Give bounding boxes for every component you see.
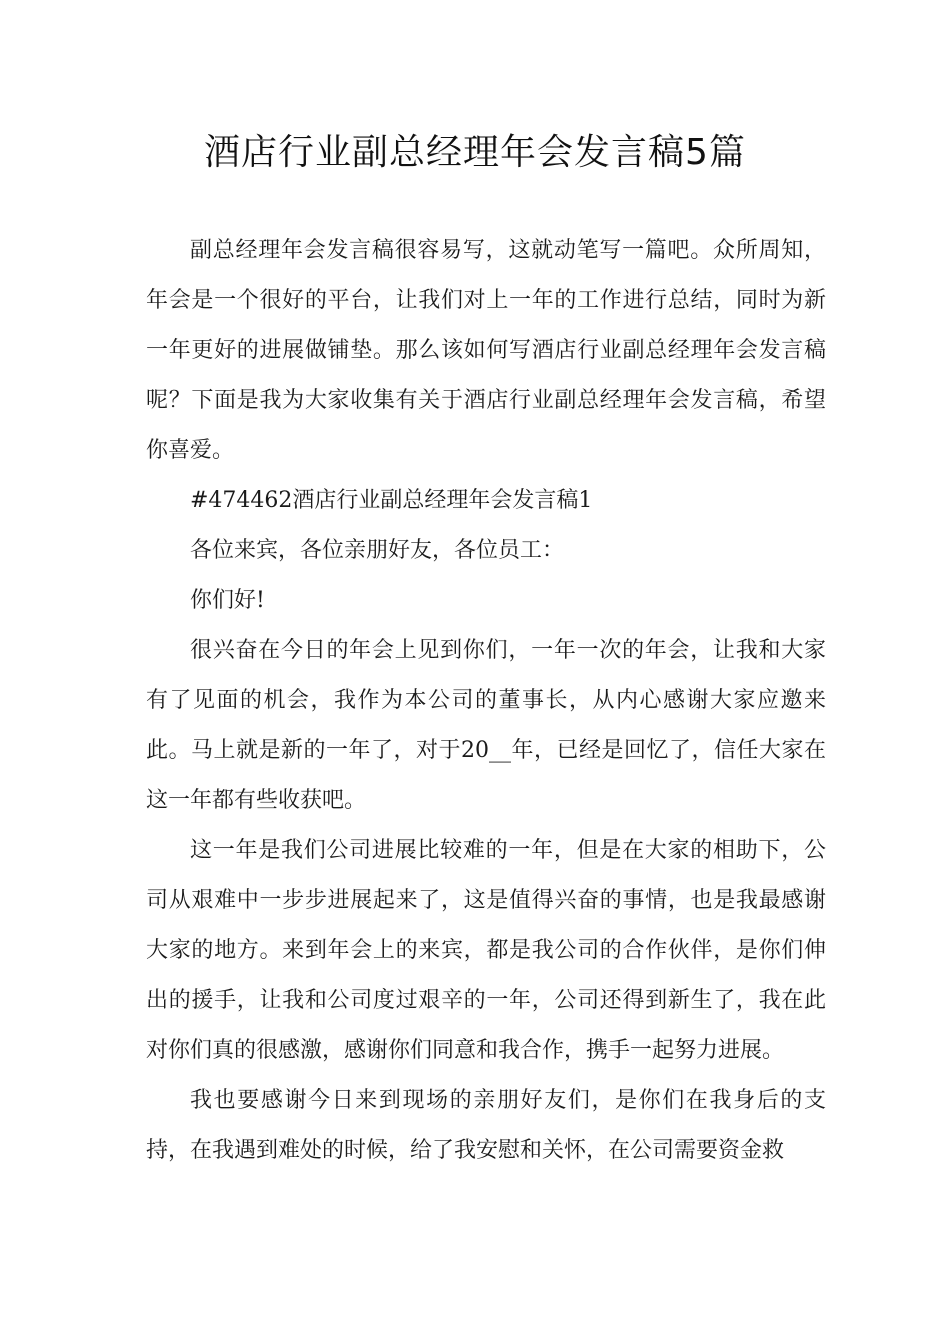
body-paragraph: 很兴奋在今日的年会上见到你们，一年一次的年会，让我和大家有了见面的机会，我作为本公司的董事长，从内心感谢大家应邀来此。马上就是新的一年了，对于20__年，已经是回忆了，信任大家在这一年都有些收获吧。 (146, 638, 826, 813)
body-paragraph: 我也要感谢今日来到现场的亲朋好友们，是你们在我身后的支持，在我遇到难处的时候，给了我安慰和关怀，在公司需要资金救 (146, 1088, 826, 1163)
document-title: 酒店行业副总经理年会发言稿5篇 (204, 132, 746, 173)
salutation: 各位来宾，各位亲朋好友，各位员工： (190, 538, 565, 563)
section-heading: #474462酒店行业副总经理年会发言稿1 (190, 488, 593, 513)
intro-paragraph: 副总经理年会发言稿很容易写，这就动笔写一篇吧。众所周知，年会是一个很好的平台，让我们对上一年的工作进行总结，同时为新一年更好的进展做铺垫。那么该如何写酒店行业副总经理年会发言稿呢？下面是我为大家收集有关于酒店行业副总经理年会发言稿，希望你喜爱。 (146, 238, 826, 463)
document-body (146, 226, 826, 1176)
body-paragraph: 这一年是我们公司进展比较难的一年，但是在大家的相助下，公司从艰难中一步步进展起来了，这是值得兴奋的事情，也是我最感谢大家的地方。来到年会上的来宾，都是我公司的合作伙伴，是你们伸出的援手，让我和公司度过艰辛的一年，公司还得到新生了，我在此对你们真的很感激，感谢你们同意和我合作，携手一起努力进展。 (146, 838, 826, 1063)
greeting: 你们好! (190, 588, 265, 613)
